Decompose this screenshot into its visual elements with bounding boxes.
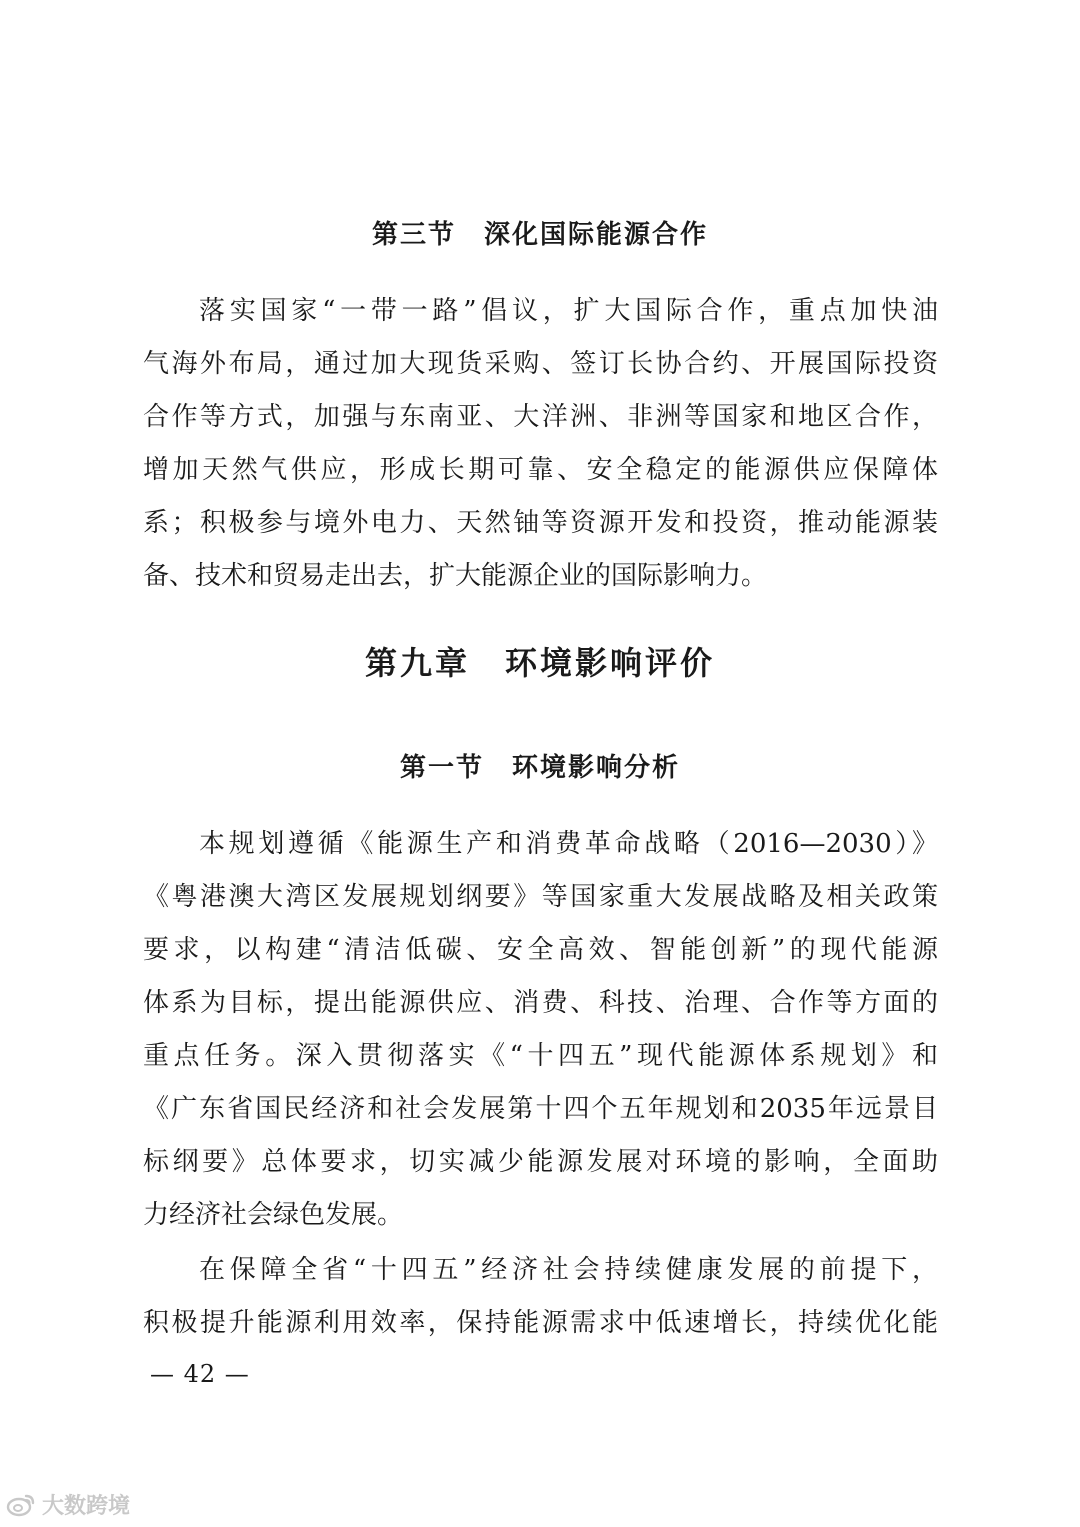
paragraph-line: 标纲要》总体要求，切实减少能源发展对环境的影响，全面助	[143, 1147, 938, 1177]
section-heading-international-cooperation: 第三节 深化国际能源合作	[371, 220, 708, 250]
paragraph-line: 要求，以构建“清洁低碳、安全高效、智能创新”的现代能源	[143, 935, 938, 965]
paragraph-line: 积极提升能源利用效率，保持能源需求中低速增长，持续优化能	[143, 1308, 938, 1338]
watermark	[6, 1489, 130, 1520]
paragraph-line: 系；积极参与境外电力、天然铀等资源开发和投资，推动能源装	[143, 508, 938, 538]
paragraph-line: 体系为目标，提出能源供应、消费、科技、治理、合作等方面的	[143, 988, 938, 1018]
paragraph-line: 力经济社会绿色发展。	[143, 1200, 404, 1230]
watermark-text: 大数跨境	[42, 1494, 131, 1519]
weibo-logo-icon	[6, 1493, 36, 1517]
section-heading-environmental-analysis: 第一节 环境影响分析	[399, 753, 680, 783]
paragraph-line: 在保障全省“十四五”经济社会持续健康发展的前提下，	[199, 1255, 938, 1285]
paragraph-line: 重点任务。深入贯彻落实《“十四五”现代能源体系规划》和	[143, 1041, 938, 1071]
paragraph-line: 气海外布局，通过加大现货采购、签订长协合约、开展国际投资	[143, 349, 938, 379]
paragraph-line: 本规划遵循《能源生产和消费革命战略（2016—2030）》	[199, 829, 938, 859]
paragraph-line: 《广东省国民经济和社会发展第十四个五年规划和2035年远景目	[143, 1094, 938, 1124]
paragraph-line: 落实国家“一带一路”倡议，扩大国际合作，重点加快油	[199, 296, 938, 326]
paragraph-line: 增加天然气供应，形成长期可靠、安全稳定的能源供应保障体	[143, 455, 938, 485]
paragraph-line: 合作等方式，加强与东南亚、大洋洲、非洲等国家和地区合作，	[143, 402, 938, 432]
page-number: — 42 —	[150, 1360, 250, 1388]
paragraph-line: 备、技术和贸易走出去，扩大能源企业的国际影响力。	[143, 561, 768, 591]
paragraph-line: 《粤港澳大湾区发展规划纲要》等国家重大发展战略及相关政策	[143, 882, 938, 912]
chapter-heading-environmental-assessment: 第九章 环境影响评价	[364, 644, 715, 682]
